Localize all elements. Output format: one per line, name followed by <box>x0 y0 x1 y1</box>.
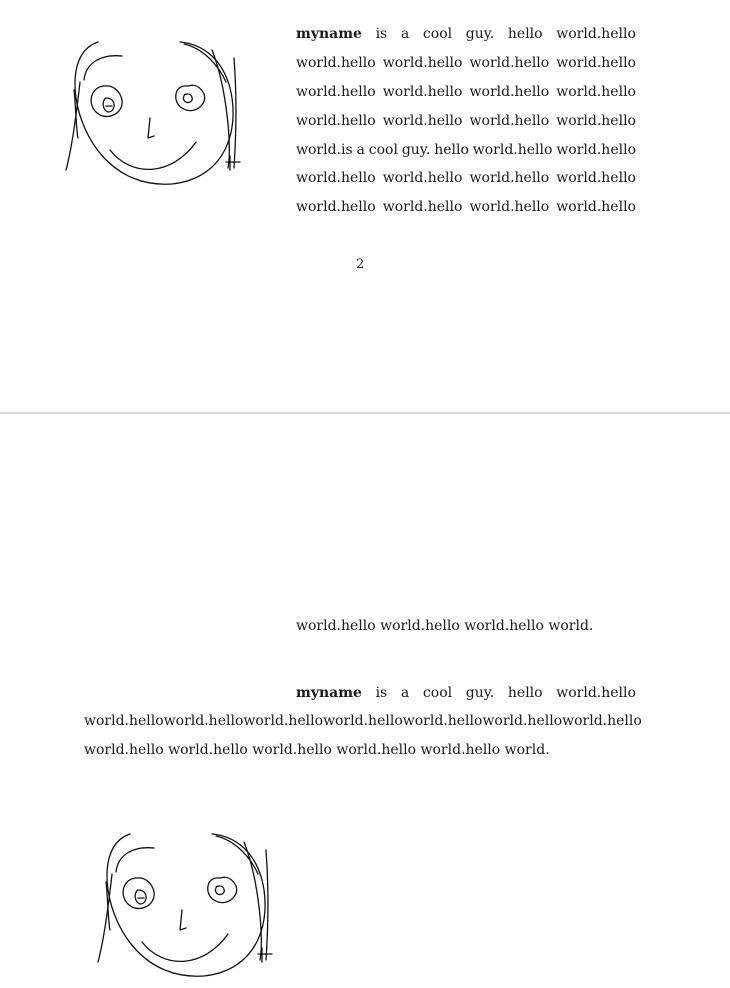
word: world.hello <box>243 713 324 729</box>
wrapped-text-line-6 <box>296 170 636 186</box>
word: world.hello <box>402 713 483 729</box>
bold-name: myname <box>296 685 362 701</box>
word: world.hello <box>382 170 463 186</box>
word: guy. <box>401 142 431 158</box>
face-sketch-image <box>62 38 242 188</box>
word: a <box>356 142 365 158</box>
word: world.hello <box>482 713 563 729</box>
word: world.hello <box>382 199 463 215</box>
continued-text-line: world.hello world.hello world.hello world. <box>296 618 594 634</box>
word: world.hello <box>562 713 642 729</box>
word: a <box>400 685 410 701</box>
paragraph-line-2 <box>84 713 642 729</box>
word: world.hello <box>323 713 403 729</box>
word: world.hello <box>296 113 376 129</box>
word: cool <box>368 142 398 158</box>
word: cool <box>422 685 453 701</box>
word: world.hello <box>556 84 636 100</box>
word: guy. <box>465 685 495 701</box>
word: world.hello <box>556 685 636 701</box>
word: world.hello <box>472 142 553 158</box>
word: world.hello <box>84 713 164 729</box>
bold-name: myname <box>296 26 362 42</box>
word: a <box>400 26 410 42</box>
page-2 <box>0 414 730 988</box>
wrapped-text-line-7 <box>296 199 636 215</box>
word: world.hello <box>556 170 636 186</box>
page-number: 2 <box>356 257 365 272</box>
word: world.hello <box>382 84 463 100</box>
wrapped-text-line-4 <box>296 113 636 129</box>
face-sketch-image <box>94 830 274 980</box>
wrapped-text-line-2 <box>296 55 636 71</box>
wrapped-text-line-5 <box>296 142 636 158</box>
word: world.hello <box>469 170 550 186</box>
word: is <box>375 26 388 42</box>
paragraph-line-3: world.hello world.hello world.hello world.hello world.hello world. <box>84 742 550 758</box>
word: hello <box>507 26 543 42</box>
word: world.hello <box>163 713 244 729</box>
word: world.hello <box>556 199 636 215</box>
word: world.hello <box>296 84 376 100</box>
word: world.is <box>296 142 353 158</box>
word: world.hello <box>296 199 376 215</box>
word: world.hello <box>296 170 376 186</box>
page-1 <box>0 0 730 412</box>
word: cool <box>422 26 453 42</box>
face-sketch-icon <box>62 38 242 188</box>
word: is <box>375 685 388 701</box>
wrapped-text-line-3 <box>296 84 636 100</box>
word: world.hello <box>469 84 550 100</box>
word: world.hello <box>296 55 376 71</box>
word: world.hello <box>556 142 636 158</box>
word: world.hello <box>556 26 636 42</box>
word: hello <box>507 685 543 701</box>
face-sketch-icon <box>94 830 274 980</box>
word: guy. <box>465 26 495 42</box>
word: hello <box>434 142 469 158</box>
word: world.hello <box>469 55 550 71</box>
word: world.hello <box>382 55 463 71</box>
word: world.hello <box>382 113 463 129</box>
wrapped-text-line-1 <box>296 26 636 42</box>
word: world.hello <box>469 113 550 129</box>
paragraph-first-line <box>296 685 636 701</box>
word: world.hello <box>556 55 636 71</box>
word: world.hello <box>556 113 636 129</box>
word: world.hello <box>469 199 550 215</box>
